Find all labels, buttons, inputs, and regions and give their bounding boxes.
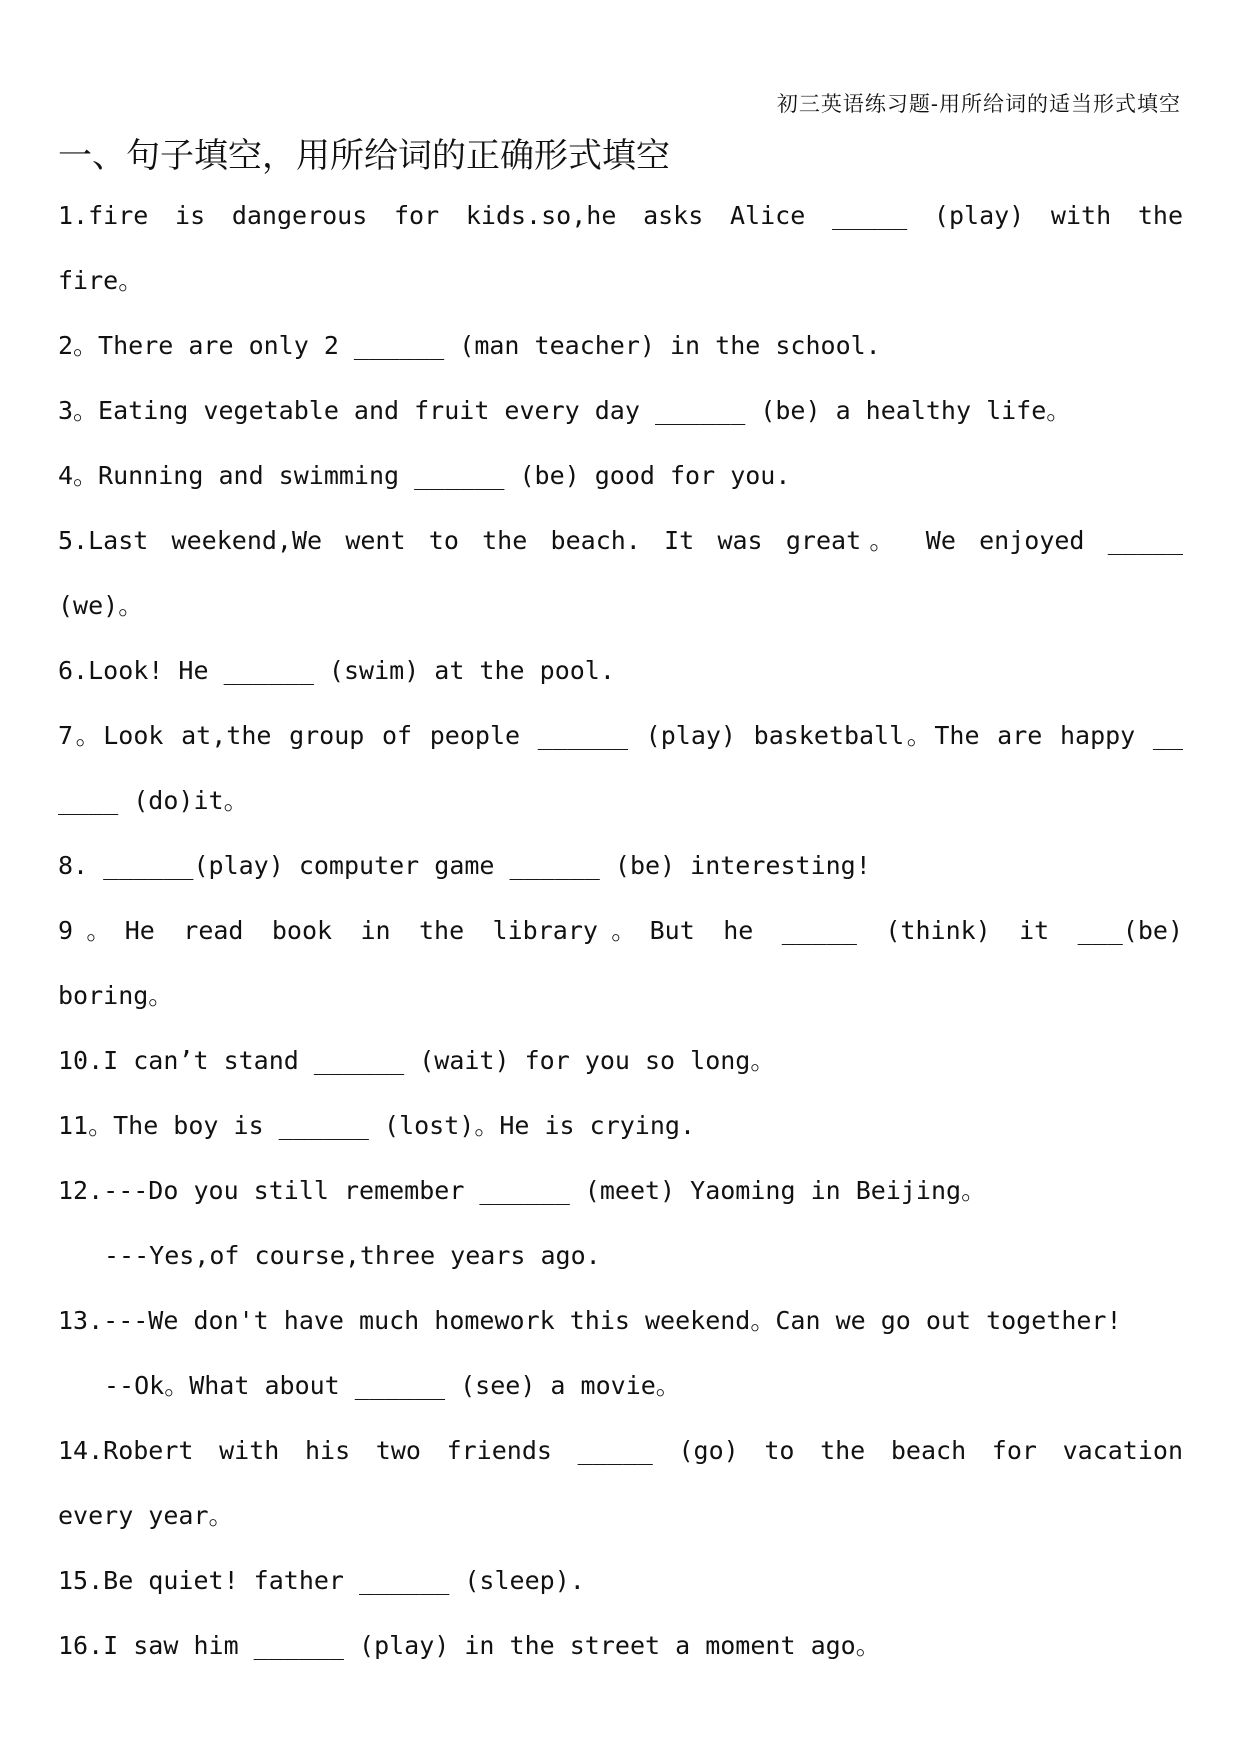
exercise-line: --Ok。What about ______ (see) a movie。 [104, 1371, 681, 1400]
exercise-line: every year。 [58, 1501, 234, 1530]
exercise-line: 14.Robert with his two friends _____ (go) to the beach for vacation [58, 1436, 1183, 1465]
exercise-line: ____ (do)it。 [58, 786, 249, 815]
exercise-line: boring。 [58, 981, 174, 1010]
exercise-line: 7。Look at,the group of people ______ (play) basketball。The are happy __ [58, 721, 1183, 750]
exercise-line: 3。Eating vegetable and fruit every day ______ (be) a healthy life。 [58, 396, 1072, 425]
exercise-line: fire。 [58, 266, 144, 295]
exercise-line: (we)。 [58, 591, 144, 620]
section-title: 一、句子填空，用所给词的正确形式填空 [58, 136, 670, 176]
exercise-line: 15.Be quiet! father ______ (sleep). [58, 1566, 585, 1595]
exercise-line: 8. ______(play) computer game ______ (be) interesting! [58, 851, 871, 880]
exercise-line: 9。He read book in the library。But he _____ (think) it ___(be) [58, 916, 1183, 945]
exercise-line: 2。There are only 2 ______ (man teacher) in the school. [58, 331, 881, 360]
exercise-line: 1.fire is dangerous for kids.so,he asks Alice _____ (play) with the [58, 201, 1183, 230]
exercise-line: 4。Running and swimming ______ (be) good for you. [58, 461, 791, 490]
exercise-line: 12.---Do you still remember ______ (meet) Yaoming in Beijing。 [58, 1176, 987, 1205]
exercise-line: 6.Look! He ______ (swim) at the pool. [58, 656, 615, 685]
exercise-line: 5.Last weekend,We went to the beach. It was great。 We enjoyed _____ [58, 526, 1183, 555]
exercise-list [58, 190, 1183, 1685]
exercise-line: 10.I can’t stand ______ (wait) for you so long。 [58, 1046, 776, 1075]
exercise-line: 13.---We don't have much homework this weekend。Can we go out together! [58, 1306, 1122, 1335]
exercise-line: 11。The boy is ______ (lost)。He is crying. [58, 1111, 695, 1140]
exercise-line: ---Yes,of course,three years ago. [104, 1241, 601, 1270]
page-header: 初三英语练习题-用所给词的适当形式填空 [776, 92, 1181, 116]
exercise-line: 16.I saw him ______ (play) in the street a moment ago。 [58, 1631, 881, 1660]
